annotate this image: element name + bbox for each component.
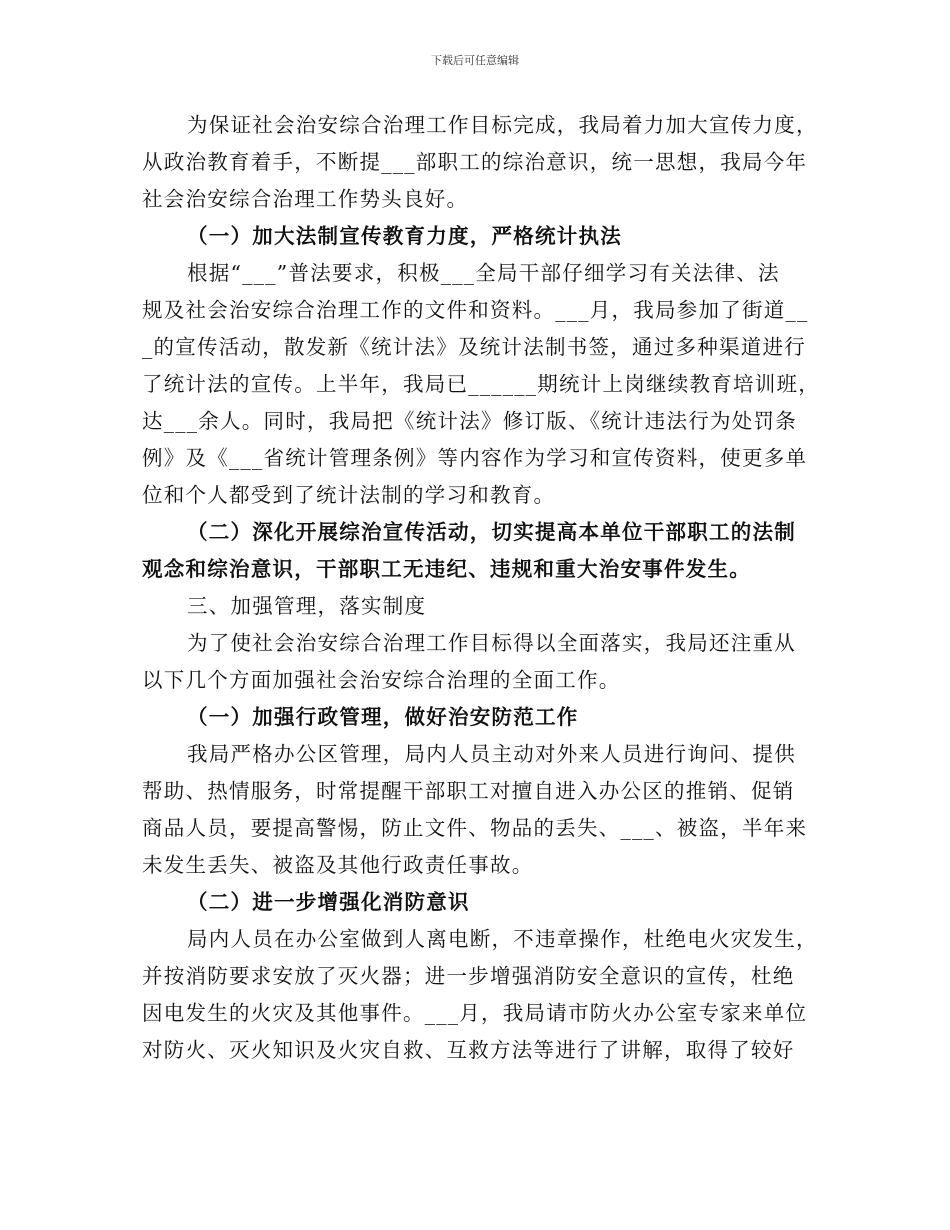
text-line: 从政治教育着手，不断提___部职工的综治意识，统一思想，我局今年 bbox=[142, 150, 808, 174]
text-line: 规及社会治安综合治理工作的文件和资料。___月，我局参加了街道__ bbox=[142, 298, 809, 322]
text-line: 根据“___”普法要求，积极___全局干部仔细学习有关法律、法 bbox=[187, 261, 780, 285]
text-line: 我局严格办公区管理，局内人员主动对外来人员进行询问、提供 bbox=[187, 742, 796, 766]
text-line: （二）深化开展综治宣传活动，切实提高本单位干部职工的法制 bbox=[187, 520, 796, 544]
text-line: 并按消防要求安放了灭火器；进一步增强消防安全意识的宣传，杜绝 bbox=[142, 964, 795, 988]
text-line: 商品人员，要提高警惕，防止文件、物品的丢失、___、被盗，半年来 bbox=[142, 816, 808, 840]
text-line: 观念和综治意识，干部职工无违纪、违规和重大治安事件发生。 bbox=[142, 557, 751, 581]
text-line: 帮助、热情服务，时常提醒干部职工对擅自进入办公区的推销、促销 bbox=[142, 779, 795, 803]
text-line: 局内人员在办公室做到人离电断，不违章操作，杜绝电火灾发生， bbox=[187, 927, 818, 951]
text-line: （二）进一步增强化消防意识 bbox=[187, 890, 470, 914]
page-header: 下载后可任意编辑 bbox=[431, 54, 519, 67]
text-line: _的宣传活动，散发新《统计法》及统计法制书签，通过多种渠道进行 bbox=[142, 335, 806, 359]
text-line: 以下几个方面加强社会治安综合治理的全面工作。 bbox=[142, 668, 621, 692]
text-line: 三、加强管理，落实制度 bbox=[187, 594, 427, 618]
text-line: 因电发生的火灾及其他事件。___月，我局请市防火办公室专家来单位 bbox=[142, 1001, 808, 1025]
text-line: 社会治安综合治理工作势头良好。 bbox=[142, 187, 469, 211]
text-line: 为了使社会治安综合治理工作目标得以全面落实，我局还注重从 bbox=[187, 631, 796, 655]
document-body bbox=[142, 107, 820, 1069]
text-line: 例》及《___省统计管理条例》等内容作为学习和宣传资料，使更多单 bbox=[142, 446, 808, 470]
text-line: 对防火、灭火知识及火灾自救、互救方法等进行了讲解，取得了较好 bbox=[142, 1038, 795, 1062]
text-line: 位和个人都受到了统计法制的学习和教育。 bbox=[142, 483, 556, 507]
text-line: （一）加强行政管理，做好治安防范工作 bbox=[187, 705, 579, 729]
text-line: 达___余人。同时，我局把《统计法》修订版、《统计违法行为处罚条 bbox=[142, 409, 797, 433]
text-line: （一）加大法制宣传教育力度，严格统计执法 bbox=[187, 224, 622, 248]
text-line: 为保证社会治安综合治理工作目标完成，我局着力加大宣传力度， bbox=[187, 113, 818, 137]
text-line: 未发生丢失、被盗及其他行政责任事故。 bbox=[142, 853, 534, 877]
text-line: 了统计法的宣传。上半年，我局已______期统计上岗继续教育培训班， bbox=[142, 372, 820, 396]
